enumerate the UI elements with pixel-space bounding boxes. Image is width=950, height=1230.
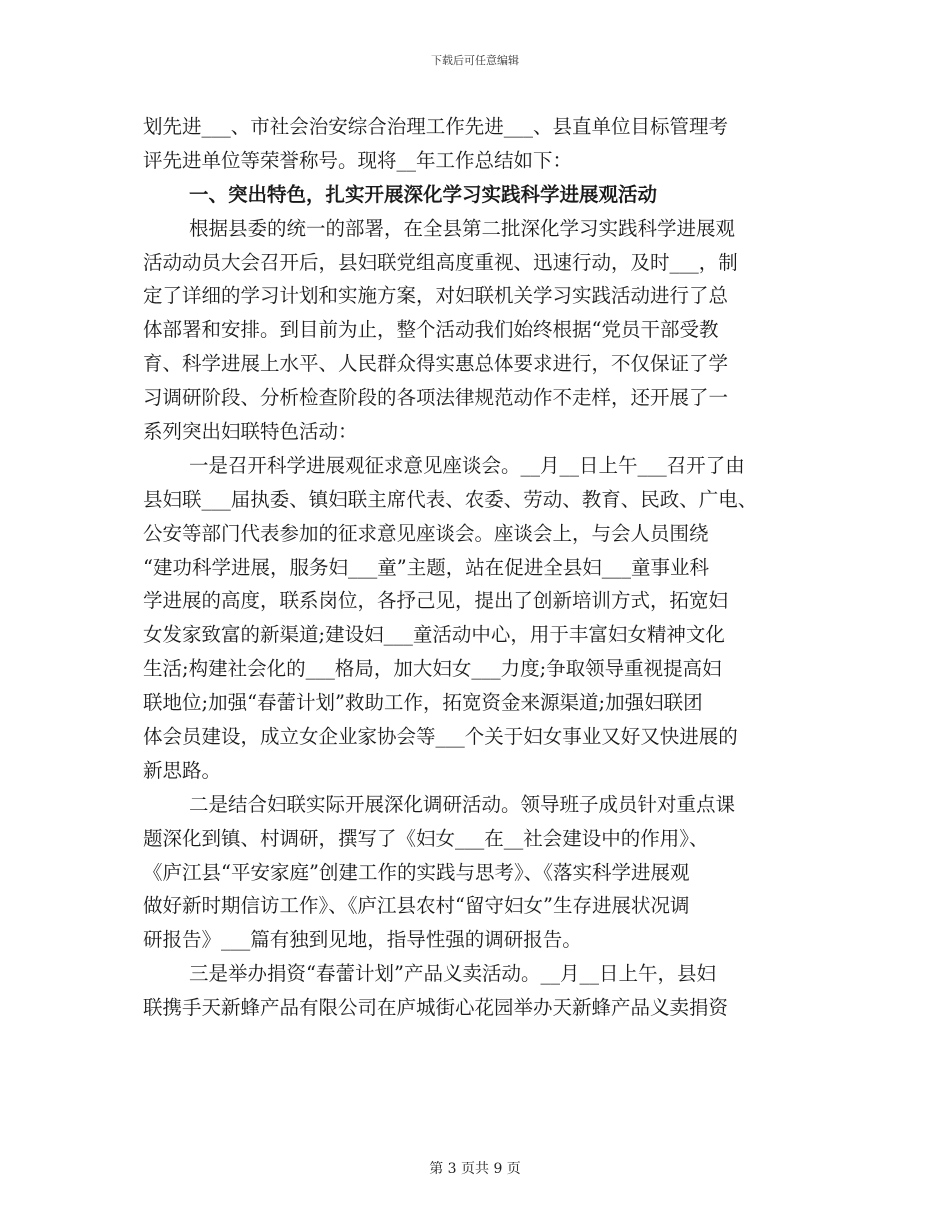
page-footer: 第 3 页共 9 页: [429, 1161, 521, 1177]
text-line: 联地位;加强“春蕾计划”救助工作，拓宽资金来源渠道;加强妇联团: [143, 691, 703, 715]
text-line: 活动动员大会召开后，县妇联党组高度重视、迅速行动，及时___，制: [143, 250, 738, 274]
text-line: 育、科学进展上水平、人民群众得实惠总体要求进行，不仅保证了学: [143, 352, 729, 376]
text-line: 联携手天新蜂产品有限公司在庐城街心花园举办天新蜂产品义卖捐资: [143, 996, 729, 1020]
text-line: 县妇联___届执委、镇妇联主席代表、农委、劳动、教育、民政、广电、: [143, 487, 758, 511]
text-line: 研报告》___篇有独到见地，指导性强的调研报告。: [143, 928, 582, 952]
document-body: [143, 110, 823, 1025]
text-line: 定了详细的学习计划和实施方案，对妇联机关学习实践活动进行了总: [143, 284, 729, 308]
text-line: “建功科学进展，服务妇___童”主题，站在促进全县妇___童事业科: [143, 555, 709, 579]
text-line: 《庐江县“平安家庭”创建工作的实践与思考》、《落实科学进展观: [143, 860, 690, 884]
text-line: 做好新时期信访工作》、《庐江县农村“留守妇女”生存进展状况调: [143, 894, 690, 918]
text-line: 新思路。: [143, 758, 222, 782]
text-line: 公安等部门代表参加的征求意见座谈会。座谈会上，与会人员围绕: [143, 521, 709, 545]
page-header: 下载后可任意编辑: [431, 54, 519, 67]
paragraph-start: 二是结合妇联实际开展深化调研活动。领导班子成员针对重点课: [189, 792, 736, 816]
paragraph-start: 三是举办捐资“春蕾计划”产品义卖活动。__月__日上午，县妇: [189, 962, 716, 986]
paragraph-start: 一是召开科学进展观征求意见座谈会。__月__日上午___召开了由: [189, 453, 745, 477]
text-line: 女发家致富的新渠道;建设妇___童活动中心，用于丰富妇女精神文化: [143, 623, 725, 647]
text-line: 题深化到镇、村调研，撰写了《妇女___在__社会建设中的作用》、: [143, 826, 709, 850]
section-heading: 一、突出特色，扎实开展深化学习实践科学进展观活动: [189, 182, 658, 206]
text-line: 体部署和安排。到目前为止，整个活动我们始终根据“党员干部受教: [143, 318, 719, 342]
text-line: 评先进单位等荣誉称号。现将__年工作总结如下：: [143, 148, 573, 172]
text-line: 习调研阶段、分析检查阶段的各项法律规范动作不走样，还开展了一: [143, 386, 729, 410]
paragraph-start: 根据县委的统一的部署，在全县第二批深化学习实践科学进展观: [189, 216, 736, 240]
text-line: 系列突出妇联特色活动：: [143, 420, 358, 444]
text-line: 学进展的高度，联系岗位，各抒己见，提出了创新培训方式，拓宽妇: [143, 589, 729, 613]
text-line: 体会员建设，成立女企业家协会等___个关于妇女事业又好又快进展的: [143, 725, 738, 749]
text-line: 生活;构建社会化的___格局，加大妇女___力度;争取领导重视提高妇: [143, 657, 722, 681]
text-line: 划先进___、市社会治安综合治理工作先进___、县直单位目标管理考: [143, 115, 729, 138]
